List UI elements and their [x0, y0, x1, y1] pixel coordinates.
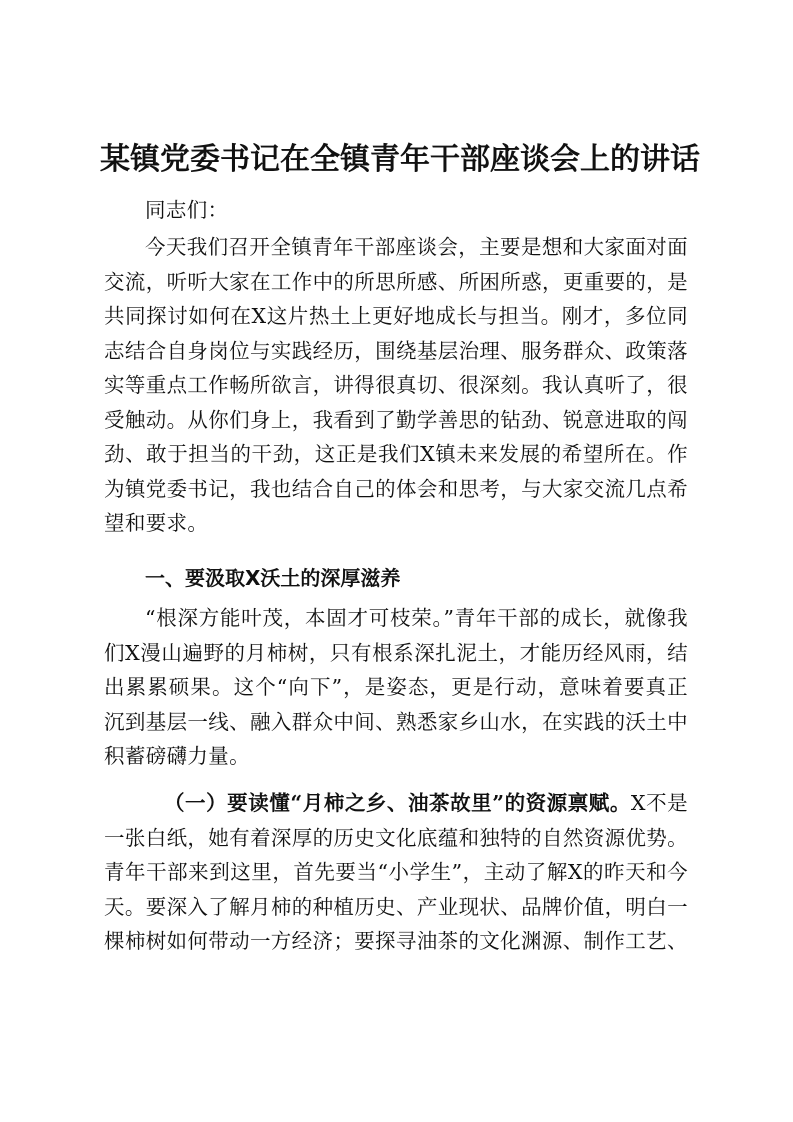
subsection-body-1: X不是一张白纸，她有着深厚的历史文化底蕴和独特的自然资源优势。青年干部来到这里，首先要当“小学生”，主动了解X的昨天和今天。要深入了解月柿的种植历史、产业现状、品牌价值，明白一棵柿树如何带动一方经济；要探寻油茶的文化渊源、制作工艺、 — [104, 791, 688, 953]
greeting-text: 同志们： — [145, 198, 229, 222]
subsection-heading-1: （一）要读懂“月柿之乡、油茶故里”的资源禀赋。 — [164, 791, 631, 815]
paragraph-subsection-1 — [104, 786, 688, 959]
document-title: 某镇党委书记在全镇青年干部座谈会上的讲话 — [100, 142, 700, 177]
paragraph-intro: 今天我们召开全镇青年干部座谈会，主要是想和大家面对面交流，听听大家在工作中的所思所感、所困所惑，更重要的，是共同探讨如何在X这片热土上更好地成长与担当。刚才，多位同志结合自身岗位与实践经历，围绕基层治理、服务群众、政策落实等重点工作畅所欲言，讲得很真切、很深刻。我认真听了，很受触动。从你们身上，我看到了勤学善思的钻劲、锐意进取的闯劲、敢于担当的干劲，这正是我们X镇未来发展的希望所在。作为镇党委书记，我也结合自己的体会和思考，与大家交流几点希望和要求。 — [104, 235, 688, 535]
paragraph-section-1: “根深方能叶茂，本固才可枝荣。”青年干部的成长，就像我们X漫山遍野的月柿树，只有根系深扎泥土，才能历经风雨，结出累累硕果。这个“向下”，是姿态，更是行动，意味着要真正沉到基层一线、融入群众中间、熟悉家乡山水，在实践的沃土中积蓄磅礴力量。 — [104, 606, 688, 768]
section-heading-1: 一、要汲取X沃土的深厚滋养 — [145, 566, 401, 590]
